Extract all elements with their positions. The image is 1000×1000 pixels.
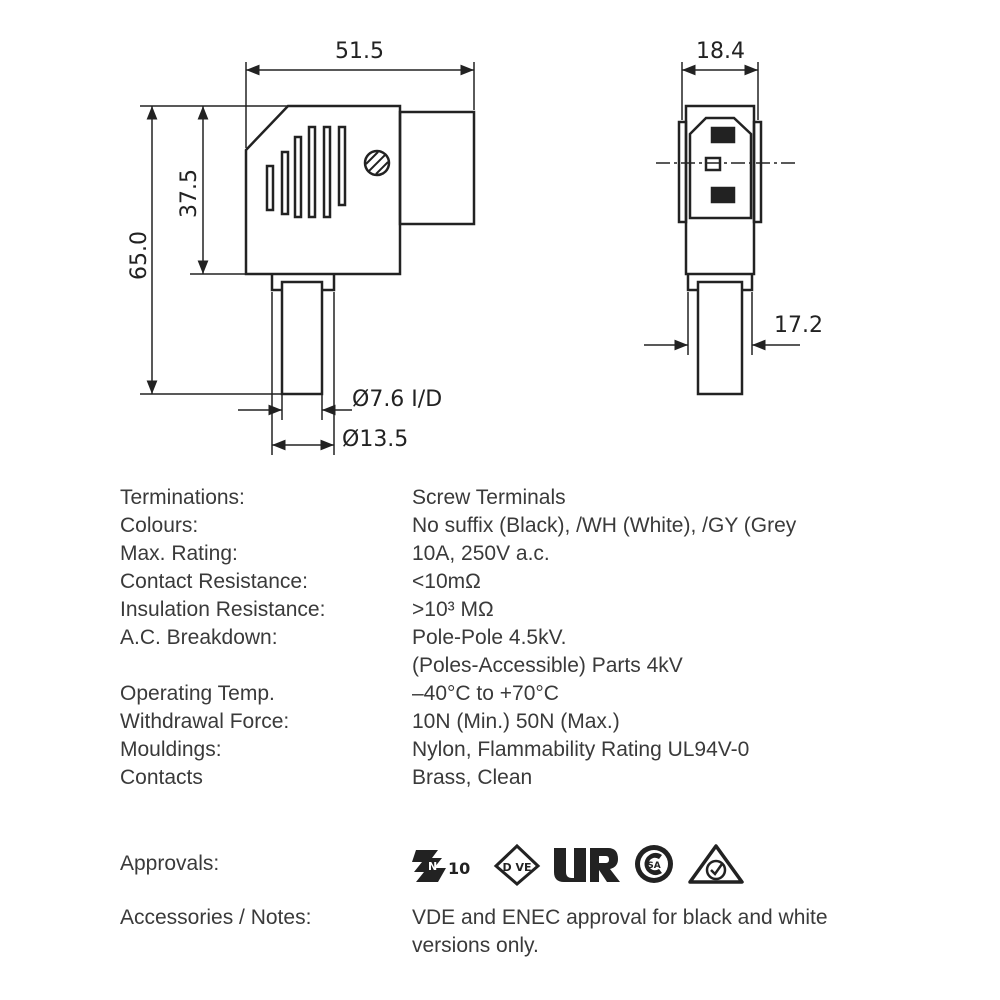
approvals-row [120, 842, 980, 886]
dim-width-side: 51.5 [335, 39, 384, 64]
ur-logo-icon [552, 842, 622, 886]
svg-text:SA: SA [647, 861, 661, 871]
spec-label: Contacts [120, 766, 203, 789]
spec-label: A.C. Breakdown: [120, 626, 278, 649]
spec-row-ac-breakdown [120, 624, 980, 652]
spec-label: Mouldings: [120, 738, 222, 761]
spec-row-contact-resistance [120, 568, 980, 596]
spec-label: Operating Temp. [120, 682, 275, 705]
spec-value: >10³ MΩ [412, 598, 494, 621]
spec-row-mouldings [120, 736, 980, 764]
spec-row-ac-breakdown-cont [120, 652, 980, 680]
dim-cable-width: 17.2 [774, 313, 823, 338]
spec-row-max-rating [120, 540, 980, 568]
svg-text:10: 10 [448, 859, 471, 878]
notes-value: VDE and ENEC approval for black and white versions only. [412, 906, 828, 957]
front-cable [698, 282, 742, 394]
dim-height-total: 65.0 [127, 231, 152, 280]
spec-row-insulation-resistance [120, 596, 980, 624]
front-view [656, 106, 796, 394]
side-socket-block [400, 112, 474, 224]
spec-label: Insulation Resistance: [120, 598, 326, 621]
spec-row-withdrawal-force [120, 708, 980, 736]
spec-label: Contact Resistance: [120, 570, 308, 593]
dim-height-body: 37.5 [177, 169, 202, 218]
spec-value: (Poles-Accessible) Parts 4kV [412, 654, 683, 677]
rcm-logo-icon [686, 842, 746, 886]
svg-text:N: N [428, 860, 438, 873]
approval-logos [412, 842, 746, 886]
spec-label: Max. Rating: [120, 542, 238, 565]
side-cable [282, 282, 322, 394]
c13-pin-middle [706, 158, 720, 170]
specifications-table [120, 484, 980, 792]
dim-cable-id: Ø7.6 I/D [352, 387, 443, 412]
approvals-label: Approvals: [120, 852, 220, 875]
spec-value: Pole-Pole 4.5kV. [412, 626, 567, 649]
spec-label: Withdrawal Force: [120, 710, 290, 733]
c13-pin-top [712, 128, 734, 142]
spec-row-colours [120, 512, 980, 540]
spec-label: Colours: [120, 514, 199, 537]
dim-width-front: 18.4 [696, 39, 745, 64]
spec-value: <10mΩ [412, 570, 481, 593]
dim-cable-od: Ø13.5 [342, 427, 409, 452]
notes-label: Accessories / Notes: [120, 906, 312, 929]
spec-value: Brass, Clean [412, 766, 533, 789]
csa-logo-icon [632, 842, 676, 886]
c13-pin-bottom [712, 188, 734, 202]
spec-value: 10A, 250V a.c. [412, 542, 550, 565]
spec-value: 10N (Min.) 50N (Max.) [412, 710, 620, 733]
accessories-notes-row [120, 904, 980, 960]
front-side-tab-left [679, 122, 686, 222]
side-view [246, 106, 474, 394]
spec-row-contacts [120, 764, 980, 792]
spec-row-terminations [120, 484, 980, 512]
front-side-tab-right [754, 122, 761, 222]
spec-label [120, 652, 412, 680]
spec-value: No suffix (Black), /WH (White), /GY (Grey [412, 514, 797, 537]
side-ribs [267, 127, 345, 217]
earth-symbol-icon [365, 151, 389, 175]
svg-text:D VE: D VE [502, 861, 532, 874]
spec-value: –40°C to +70°C [412, 682, 559, 705]
spec-value: Nylon, Flammability Rating UL94V-0 [412, 738, 750, 761]
spec-row-operating-temp [120, 680, 980, 708]
technical-drawing [0, 0, 1000, 470]
enec-logo-icon [412, 842, 482, 886]
spec-label: Terminations: [120, 486, 245, 509]
spec-value: Screw Terminals [412, 486, 566, 509]
vde-logo-icon [492, 842, 542, 886]
